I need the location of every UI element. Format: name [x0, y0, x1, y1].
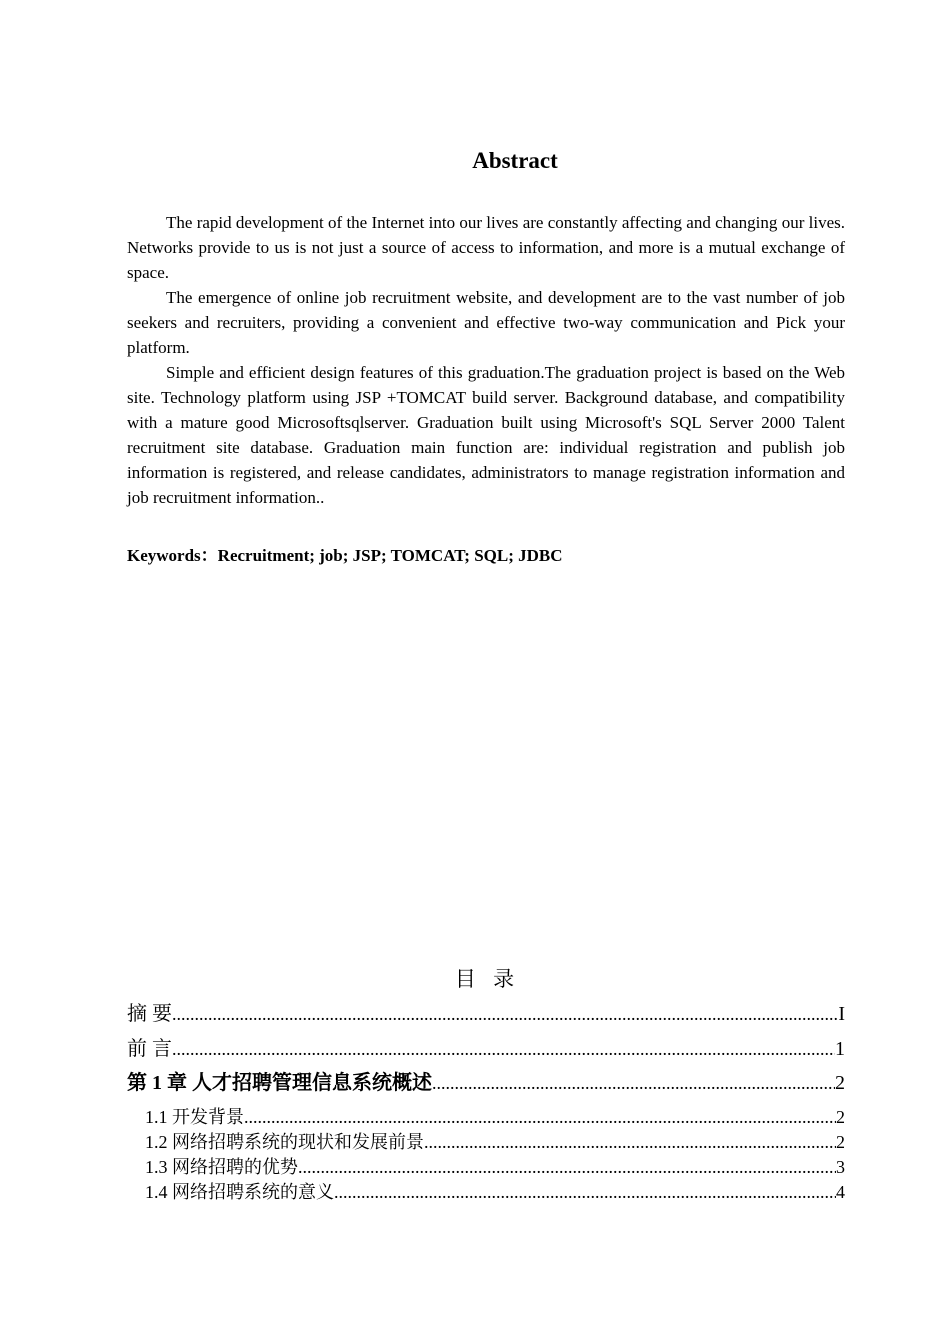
toc-heading: 目 录	[454, 967, 521, 991]
toc-entry-chapter-1[interactable]	[127, 1070, 845, 1096]
toc-entry-section-1-2[interactable]	[145, 1130, 845, 1154]
toc-entry-page: 2	[836, 1132, 845, 1152]
toc-leader-dots	[244, 1105, 836, 1129]
toc-entry-label: 1.4 网络招聘系统的意义	[145, 1182, 334, 1202]
toc-entry-page: I	[838, 1003, 845, 1025]
toc-entry-page: 2	[836, 1107, 845, 1127]
abstract-paragraph: Simple and efficient design features of this graduation.The graduation project is based on the Web site. Technology platform using JSP +TOMCAT build server. Background database, and compatibility with a mature good Microsoftsqlserver. Graduation built using Microsoft's SQL Server 2000 Talent recruitment site database. Graduation main function are: individual registration and publish job information is registered, and release candidates, administrators to manage registration information and job recruitment information..	[127, 363, 845, 507]
abstract-paragraph: The rapid development of the Internet into our lives are constantly affecting and changing our lives. Networks provide to us is not just a source of access to information, and more is a mutual exchange of space.	[127, 213, 845, 282]
toc-leader-dots	[432, 1070, 835, 1096]
toc-entry-label: 前 言	[127, 1038, 172, 1060]
toc-entry-abstract[interactable]	[127, 1001, 845, 1027]
toc-entry-label: 1.2 网络招聘系统的现状和发展前景	[145, 1132, 424, 1152]
toc-entry-section-1-4[interactable]	[145, 1180, 845, 1204]
toc-leader-dots	[172, 1036, 835, 1062]
toc-leader-dots	[424, 1130, 836, 1154]
toc-entry-page: 4	[836, 1182, 845, 1202]
abstract-heading: Abstract	[472, 148, 558, 173]
toc-entry-label: 摘 要	[127, 1003, 172, 1025]
toc-entry-section-1-1[interactable]	[145, 1105, 845, 1129]
toc-entry-page: 3	[836, 1157, 845, 1177]
toc-leader-dots	[334, 1180, 836, 1204]
toc-entry-page: 1	[835, 1038, 845, 1060]
toc-leader-dots	[172, 1001, 838, 1027]
toc-entry-page: 2	[835, 1072, 845, 1094]
toc-leader-dots	[298, 1155, 836, 1179]
toc-entry-label: 1.1 开发背景	[145, 1107, 244, 1127]
keywords-line: Keywords：Recruitment; job; JSP; TOMCAT; SQL; JDBC	[127, 546, 563, 565]
abstract-paragraph: The emergence of online job recruitment website, and development are to the vast number of job seekers and recruiters, providing a convenient and effective two-way communication and Pick your platform.	[127, 288, 845, 357]
toc-entry-label: 第 1 章 人才招聘管理信息系统概述	[127, 1072, 432, 1094]
toc-entry-preface[interactable]	[127, 1036, 845, 1062]
toc-entry-label: 1.3 网络招聘的优势	[145, 1157, 298, 1177]
abstract-body	[127, 210, 845, 510]
toc-entry-section-1-3[interactable]	[145, 1155, 845, 1179]
